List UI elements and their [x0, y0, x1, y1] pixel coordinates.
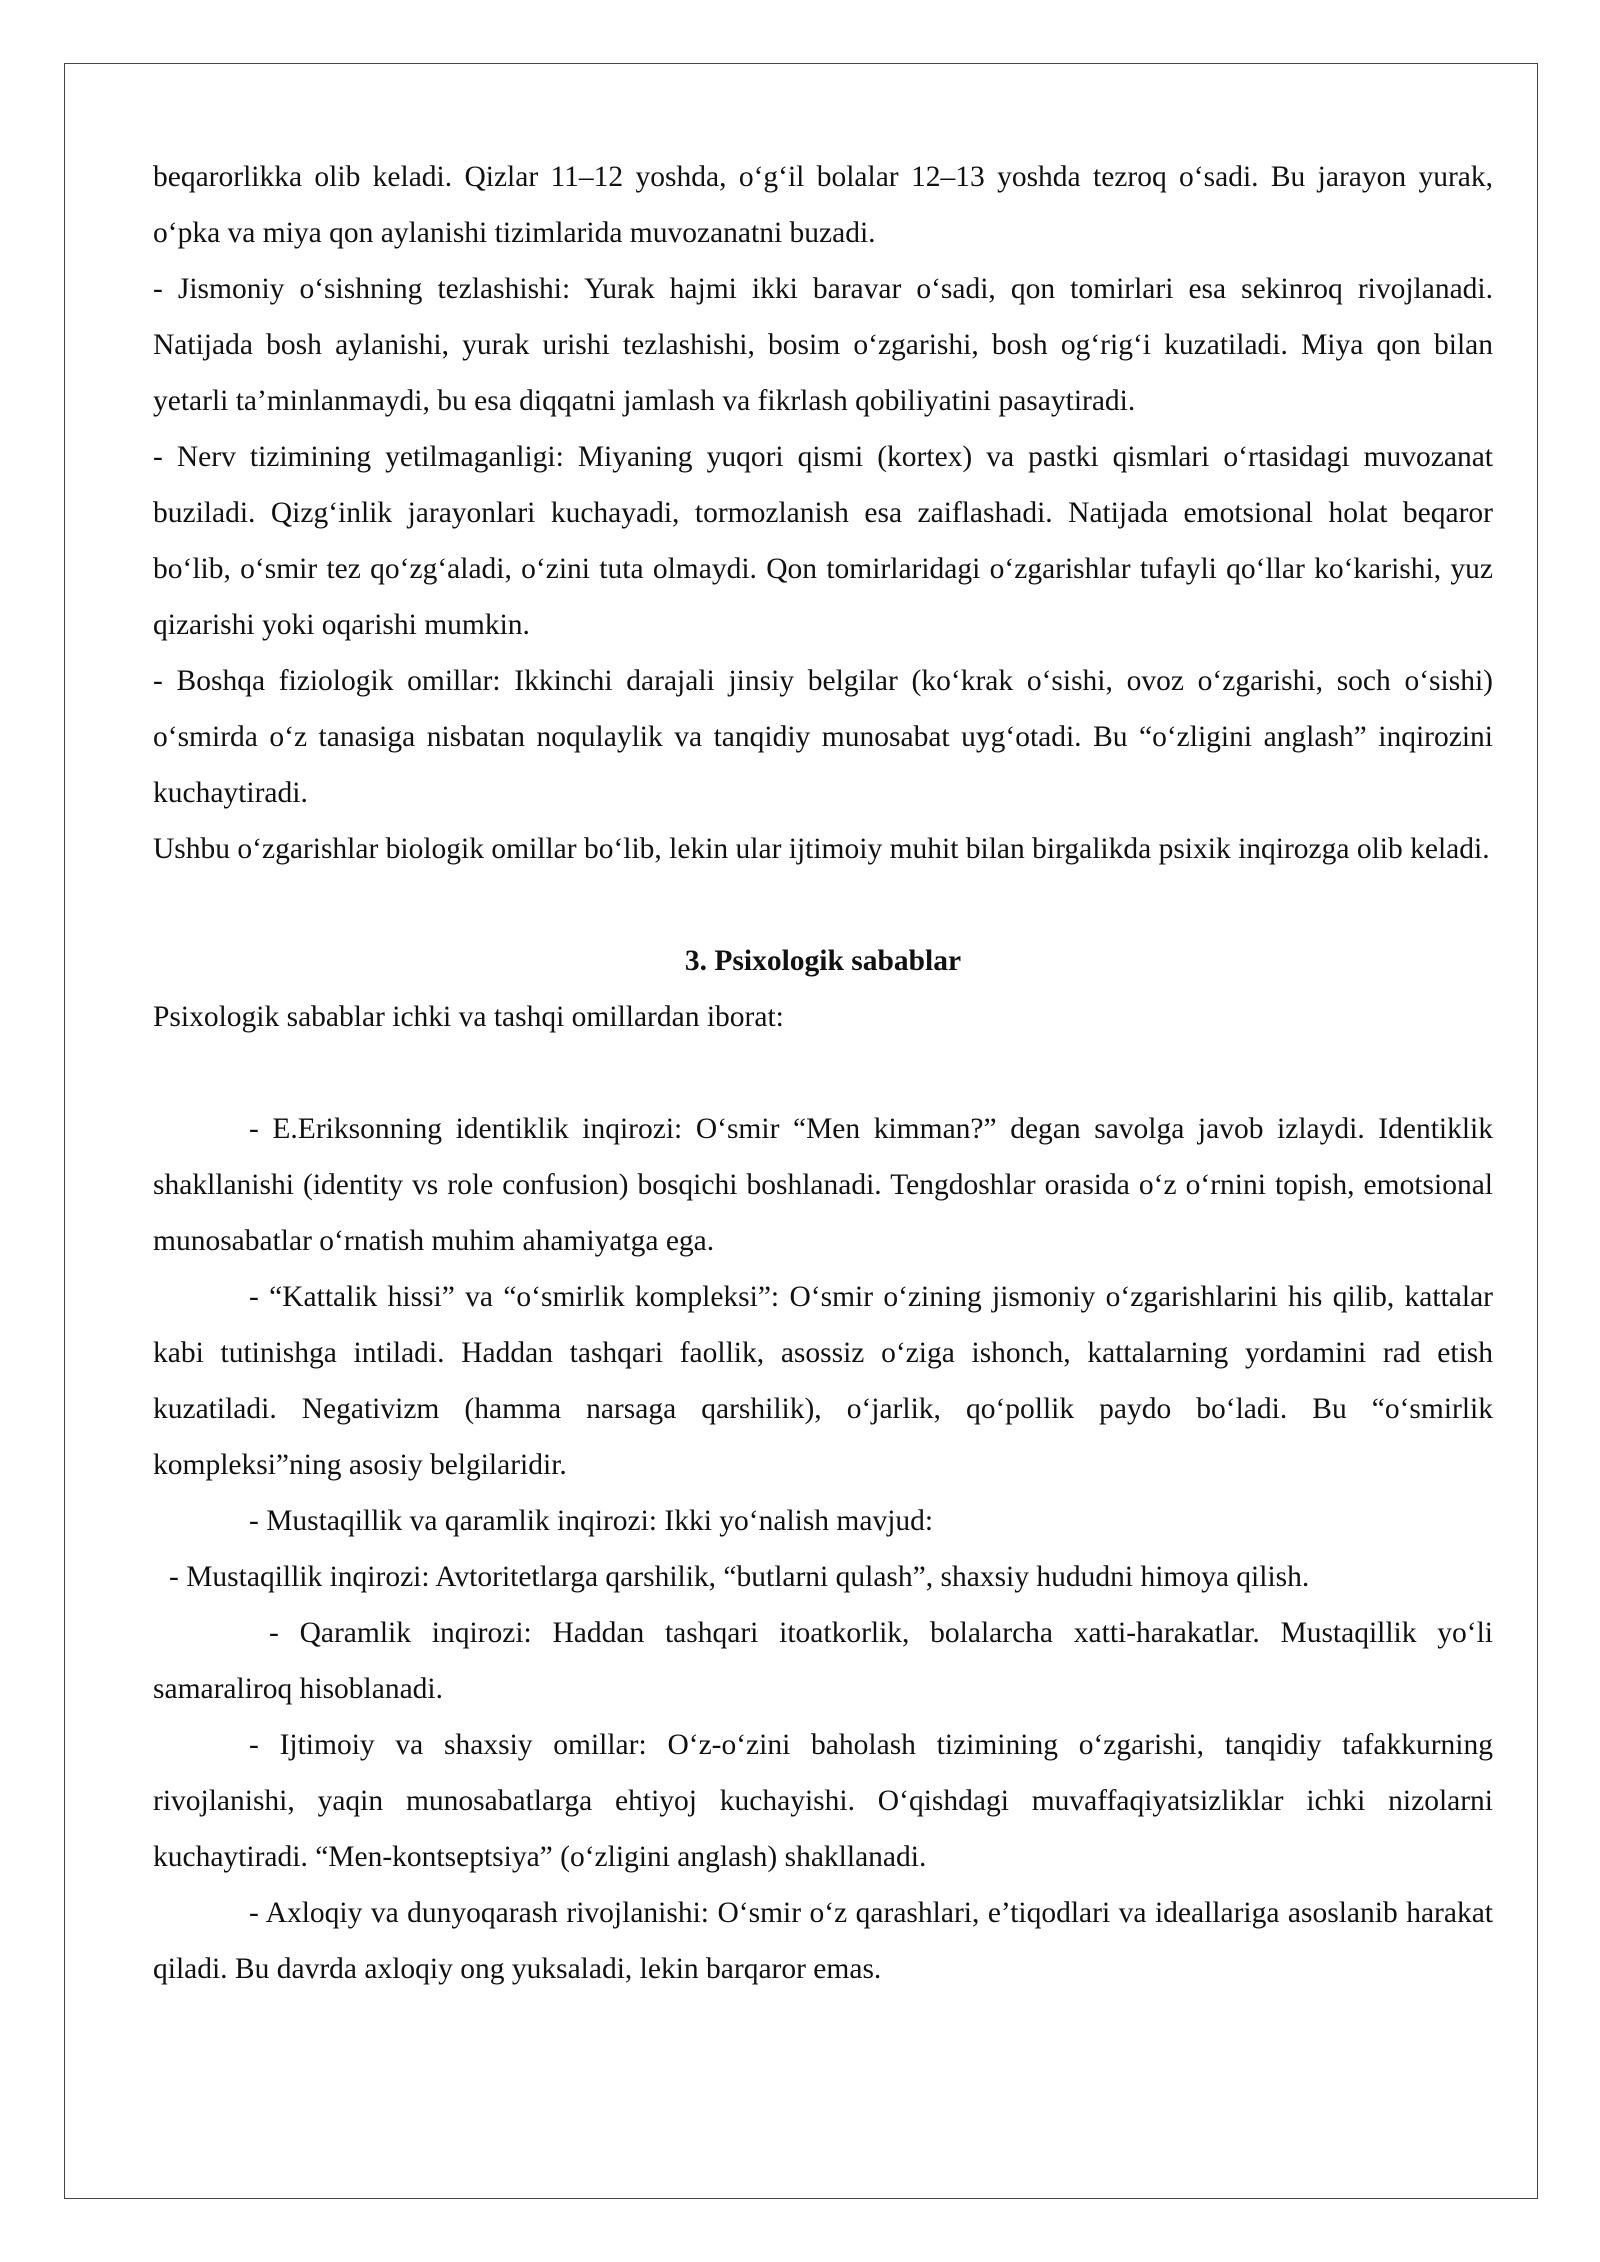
list-item: - Ijtimoiy va shaxsiy omillar: O‘z-o‘zini baholash tizimining o‘zgarishi, tanqidiy tafakkurning rivojlanishi, yaqin munosabatlarga ehtiyoj kuchayishi. O‘qishdagi muvaffaqiyatsizliklar ichki nizolarni kuchaytiradi. “Men-kontseptsiya” (o‘zligini anglash) shakllanadi. [153, 1729, 1493, 1873]
paragraph: - Nerv tizimining yetilmaganligi: Miyaning yuqori qismi (kortex) va pastki qismlari o‘rtasidagi muvozanat buziladi. Qizg‘inlik jarayonlari kuchayadi, tormozlanish esa zaiflashadi. Natijada emotsional holat beqaror bo‘lib, o‘smir tez qo‘zg‘aladi, o‘zini tuta olmaydi. Qon tomirlaridagi o‘zgarishlar tufayli qo‘llar ko‘karishi, yuz qizarishi yoki oqarishi mumkin. [153, 441, 1493, 641]
paragraph: - Jismoniy o‘sishning tezlashishi: Yurak hajmi ikki baravar o‘sadi, qon tomirlari esa sekinroq rivojlanadi. Natijada bosh aylanishi, yurak urishi tezlashishi, bosim o‘zgarishi, bosh og‘rig‘i kuzatiladi. Miya qon bilan yetarli ta’minlanmaydi, bu esa diqqatni jamlash va fikrlash qobiliyatini pasaytiradi. [153, 273, 1493, 417]
paragraph: - Boshqa fiziologik omillar: Ikkinchi darajali jinsiy belgilar (ko‘krak o‘sishi, ovoz o‘zgarishi, soch o‘sishi) o‘smirda o‘z tanasiga nisbatan noqulaylik va tanqidiy munosabat uyg‘otadi. Bu “o‘zligini anglash” inqirozini kuchaytiradi. [153, 665, 1493, 809]
section-intro: Psixologik sabablar ichki va tashqi omillardan iborat: [153, 1001, 784, 1033]
list-item: - “Kattalik hissi” va “o‘smirlik kompleksi”: O‘smir o‘zining jismoniy o‘zgarishlarini his qilib, kattalar kabi tutinishga intiladi. Haddan tashqari faollik, asossiz o‘ziga ishonch, kattalarning yordamini rad etish kuzatiladi. Negativizm (hamma narsaga qarshilik), o‘jarlik, qo‘pollik paydo bo‘ladi. Bu “o‘smirlik kompleksi”ning asosiy belgilaridir. [153, 1281, 1493, 1481]
paragraph: Ushbu o‘zgarishlar biologik omillar bo‘lib, lekin ular ijtimoiy muhit bilan birgalikda psixik inqirozga olib keladi. [153, 833, 1490, 865]
list-item: - E.Eriksonning identiklik inqirozi: O‘smir “Men kimman?” degan savolga javob izlaydi. Identiklik shakllanishi (identity vs role confusion) bosqichi boshlanadi. Tengdoshlar orasida o‘z o‘rnini topish, emotsional munosabatlar o‘rnatish muhim ahamiyatga ega. [153, 1113, 1493, 1257]
section-heading: 3. Psixologik sabablar [684, 945, 962, 977]
list-item: - Qaramlik inqirozi: Haddan tashqari itoatkorlik, bolalarcha xatti-harakatlar. Mustaqillik yo‘li samaraliroq hisoblanadi. [153, 1617, 1493, 1705]
list-item: - Axloqiy va dunyoqarash rivojlanishi: O‘smir o‘z qarashlari, e’tiqodlari va ideallariga asoslanib harakat qiladi. Bu davrda axloqiy ong yuksaladi, lekin barqaror emas. [153, 1897, 1493, 1985]
list-item: - Mustaqillik va qaramlik inqirozi: Ikki yo‘nalish mavjud: [249, 1505, 934, 1537]
blank-line [153, 1045, 1493, 1101]
paragraph: beqarorlikka olib keladi. Qizlar 11–12 yoshda, o‘g‘il bolalar 12–13 yoshda tezroq o‘sadi. Bu jarayon yurak, o‘pka va miya qon aylanishi tizimlarida muvozanatni buzadi. [153, 161, 1493, 249]
document-body [153, 149, 1493, 1997]
list-item: - Mustaqillik inqirozi: Avtoritetlarga qarshilik, “butlarni qulash”, shaxsiy hududni himoya qilish. [169, 1561, 1310, 1593]
